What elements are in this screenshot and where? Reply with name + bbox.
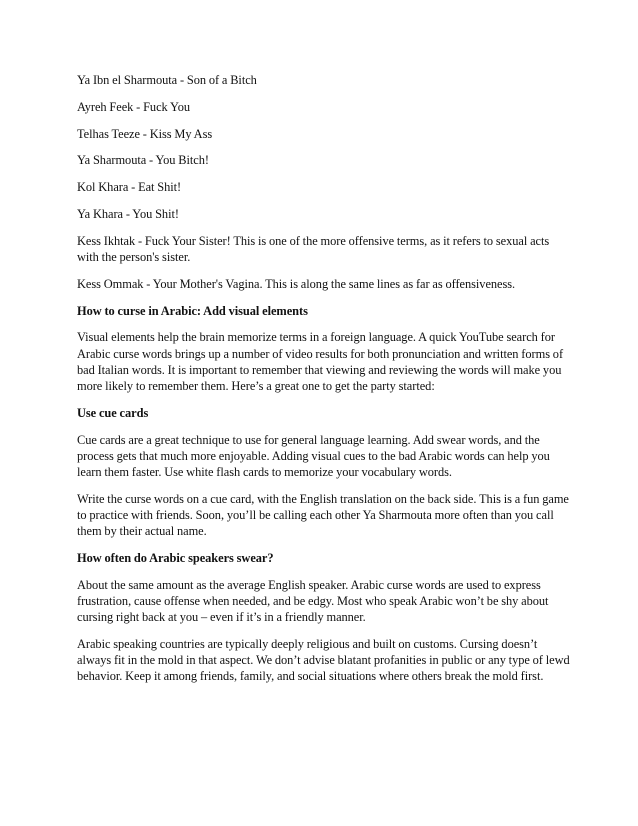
phrase-line: Telhas Teeze - Kiss My Ass: [77, 126, 213, 141]
section-heading: Use cue cards: [77, 405, 149, 420]
body-paragraph: Write the curse words on a cue card, with the English translation on the back side. This is a fun game to practice with friends. Soon, you’ll be calling each other Ya Sharmouta more often than you call them by their actual name.: [77, 491, 569, 539]
phrase-paragraph: Kess Ommak - Your Mother's Vagina. This is along the same lines as far as offensiveness.: [77, 276, 516, 291]
body-paragraph: Visual elements help the brain memorize terms in a foreign language. A quick YouTube search for Arabic curse words brings up a number of video results for both pronunciation and written forms of bad Italian words. It is important to remember that viewing and reviewing the words will make you more likely to remember them. Here’s a great one to get the party started:: [77, 330, 564, 393]
phrase-line: Ayreh Feek - Fuck You: [77, 99, 190, 114]
document-body: [77, 72, 571, 695]
phrase-paragraph: Kess Ikhtak - Fuck Your Sister! This is one of the more offensive terms, as it refers to sexual acts with the person's sister.: [77, 233, 550, 264]
body-paragraph: Arabic speaking countries are typically deeply religious and built on customs. Cursing doesn’t always fit in the mold in that aspect. We don’t advise blatant profanities in public or any type of lewd behavior. Keep it among friends, family, and social situations where others break the mold first.: [77, 636, 570, 684]
section-heading: How to curse in Arabic: Add visual elements: [77, 303, 308, 318]
phrase-line: Kol Khara - Eat Shit!: [77, 180, 182, 195]
phrase-line: Ya Sharmouta - You Bitch!: [77, 153, 209, 168]
phrase-line: Ya Khara - You Shit!: [77, 206, 179, 221]
phrase-line: Ya Ibn el Sharmouta - Son of a Bitch: [77, 73, 257, 87]
section-heading: How often do Arabic speakers swear?: [77, 550, 274, 565]
body-paragraph: Cue cards are a great technique to use for general language learning. Add swear words, and the process gets that much more enjoyable. Adding visual cues to the bad Arabic words can help you learn them faster. Use white flash cards to memorize your vocabulary words.: [77, 432, 550, 479]
body-paragraph: About the same amount as the average English speaker. Arabic curse words are used to express frustration, cause offense when needed, and be edgy. Most who speak Arabic won’t be shy about cursing right back at you – even if it’s in a friendly manner.: [77, 577, 549, 625]
